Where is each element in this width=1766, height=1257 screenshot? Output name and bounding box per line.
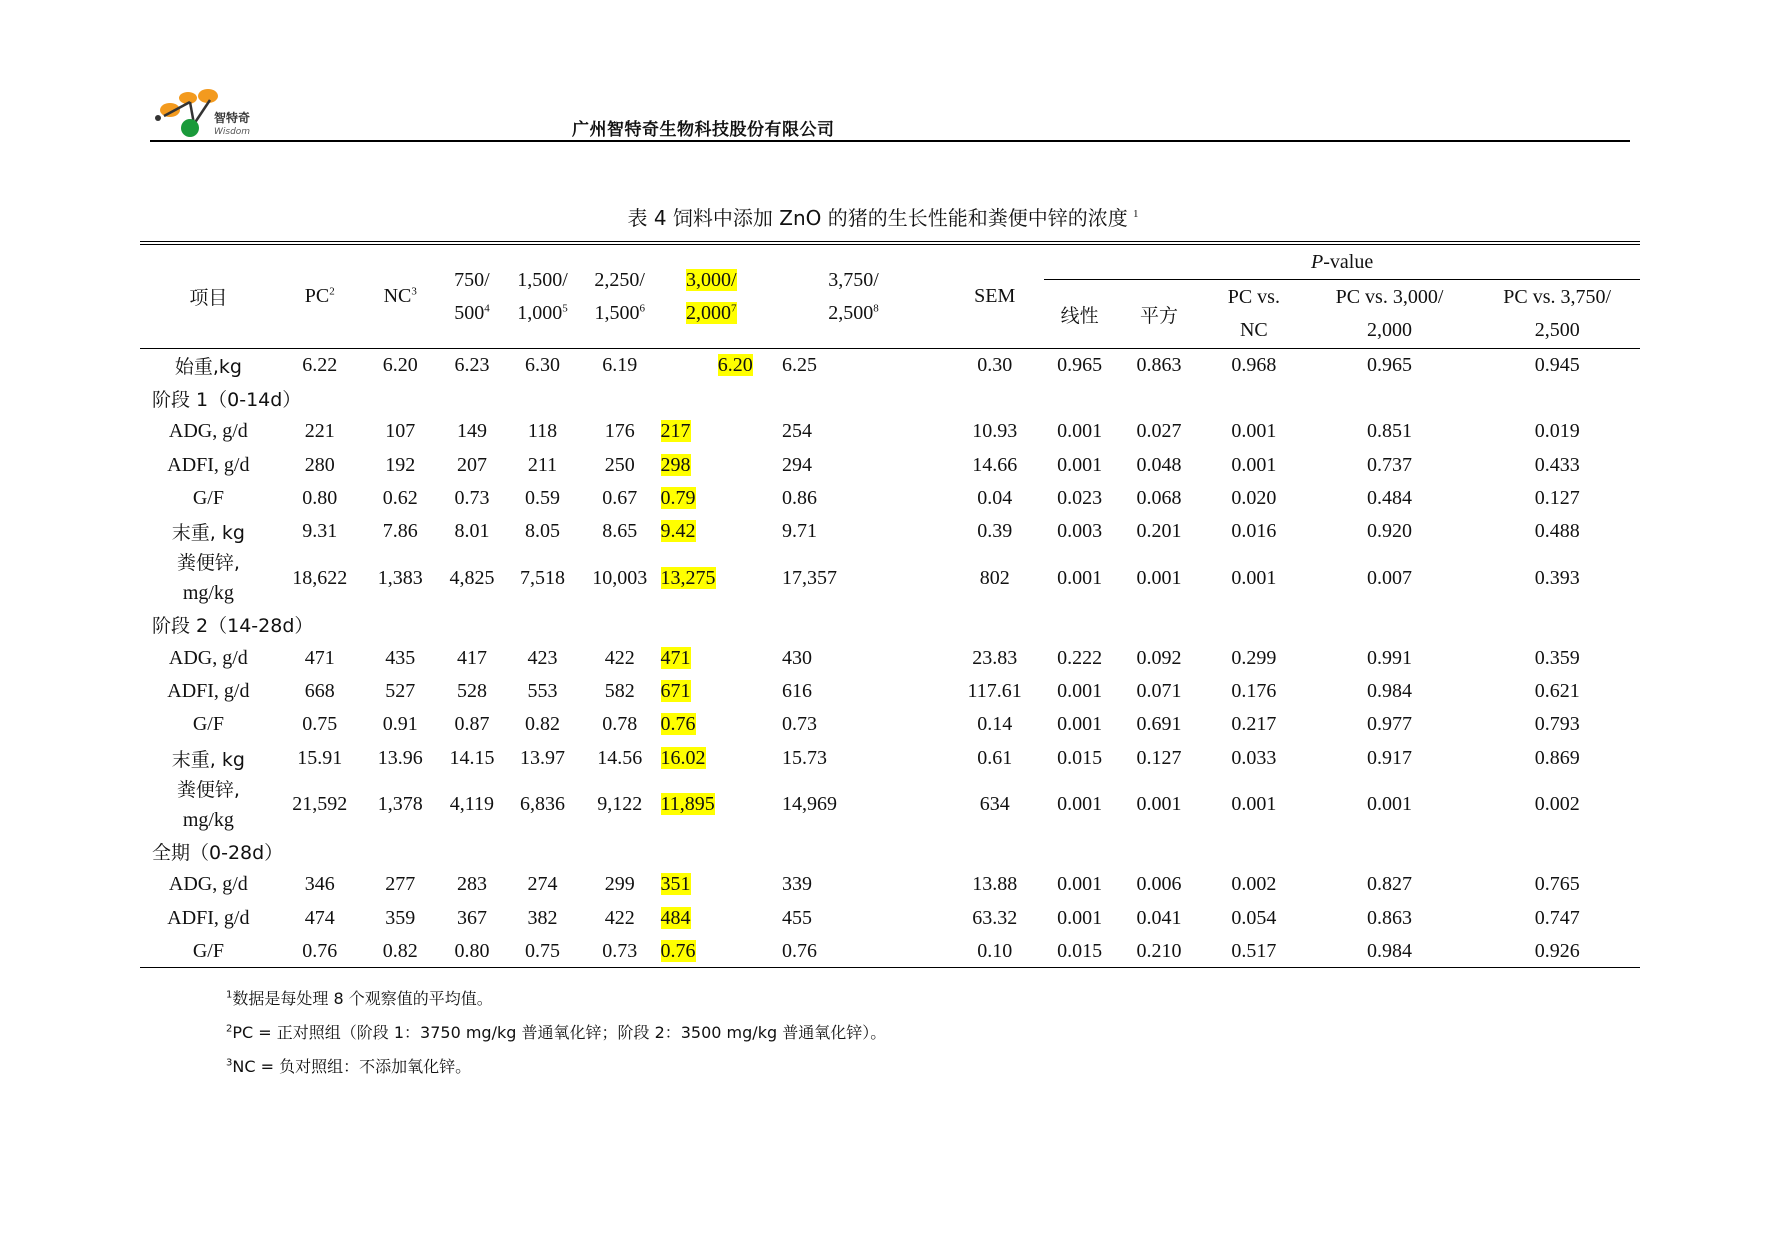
col-750: 750/ $500^4$ bbox=[438, 243, 506, 349]
cell-linear: 0.001 bbox=[1057, 680, 1103, 703]
cell-quadratic: 0.210 bbox=[1136, 939, 1182, 962]
table-row bbox=[140, 901, 1640, 934]
cell-nc: 527 bbox=[385, 680, 416, 703]
cell-nc: 107 bbox=[385, 420, 416, 443]
cell-t3750: 616 bbox=[781, 680, 812, 703]
cell-t3750: 294 bbox=[781, 453, 812, 476]
cell-pc-vs-nc: 0.001 bbox=[1231, 453, 1277, 476]
col-pc-vs-nc: PC vs. NC bbox=[1227, 286, 1280, 341]
row-label: ADFI, g/d bbox=[167, 680, 250, 703]
cell-t3000: 16.02 bbox=[660, 746, 706, 769]
cell-t3750: 254 bbox=[781, 420, 812, 443]
cell-pc-vs-3750: 0.127 bbox=[1534, 486, 1580, 509]
cell-pc-vs-3000: 0.827 bbox=[1367, 873, 1412, 896]
section-row bbox=[140, 835, 1640, 868]
cell-pc-vs-3750: 0.765 bbox=[1534, 873, 1580, 896]
cell-t2250: 0.67 bbox=[602, 486, 638, 509]
cell-t3750: 0.76 bbox=[781, 939, 817, 962]
cell-quadratic: 0.201 bbox=[1136, 520, 1182, 543]
cell-quadratic: 0.041 bbox=[1136, 906, 1182, 929]
cell-pc-vs-nc: 0.016 bbox=[1231, 520, 1277, 543]
col-1500: 1,500/ 1,000$^5$ bbox=[506, 243, 579, 349]
cell-t750: 528 bbox=[456, 680, 487, 703]
row-label: 始重,kg bbox=[174, 355, 242, 378]
section-label: 阶段 1（0-14d） bbox=[152, 388, 302, 411]
cell-pc: 346 bbox=[304, 873, 335, 896]
cell-pc-vs-3000: 0.737 bbox=[1367, 453, 1412, 476]
cell-pc: 471 bbox=[304, 646, 335, 669]
section-row bbox=[140, 382, 1640, 415]
cell-pc-vs-3750: 0.433 bbox=[1534, 453, 1580, 476]
row-label: ADFI, g/d bbox=[167, 453, 250, 476]
cell-quadratic: 0.001 bbox=[1136, 793, 1182, 816]
cell-linear: 0.222 bbox=[1057, 646, 1103, 669]
cell-quadratic: 0.071 bbox=[1136, 680, 1182, 703]
cell-linear: 0.001 bbox=[1057, 566, 1103, 589]
header-row-1 bbox=[140, 243, 1640, 280]
cell-t1500: 7,518 bbox=[520, 566, 566, 589]
cell-pc-vs-3750: 0.926 bbox=[1534, 939, 1580, 962]
cell-t1500: 382 bbox=[527, 906, 558, 929]
cell-t2250: 10,003 bbox=[592, 566, 648, 589]
cell-nc: 13.96 bbox=[377, 746, 423, 769]
cell-pc-vs-nc: 0.968 bbox=[1231, 353, 1277, 376]
footnote-3: $^3$NC = 负对照组：不添加氧化锌。 bbox=[226, 1057, 472, 1076]
table-row bbox=[140, 935, 1640, 968]
cell-pc-vs-nc: 0.001 bbox=[1231, 793, 1277, 816]
cell-linear: 0.003 bbox=[1057, 520, 1103, 543]
cell-quadratic: 0.001 bbox=[1136, 566, 1182, 589]
cell-t750: 6.23 bbox=[454, 353, 490, 376]
cell-t3000: 484 bbox=[660, 906, 691, 929]
cell-t3000: 0.79 bbox=[660, 486, 696, 509]
cell-sem: 13.88 bbox=[972, 873, 1018, 896]
cell-pc-vs-3000: 0.917 bbox=[1367, 746, 1412, 769]
cell-pc-vs-3750: 0.621 bbox=[1534, 680, 1580, 703]
cell-nc: 0.91 bbox=[382, 713, 418, 736]
cell-t2250: 250 bbox=[604, 453, 635, 476]
table-row bbox=[140, 482, 1640, 515]
header-rule bbox=[150, 140, 1630, 142]
cell-t3750: 6.25 bbox=[781, 353, 817, 376]
cell-quadratic: 0.048 bbox=[1136, 453, 1182, 476]
cell-t3000: 671 bbox=[660, 680, 691, 703]
col-3750: 3,750/ 2,500$^8$ bbox=[762, 243, 945, 349]
cell-nc: 6.20 bbox=[382, 353, 418, 376]
col-nc: $NC^3$ bbox=[363, 243, 438, 349]
cell-t750: 149 bbox=[456, 420, 487, 443]
col-quadratic: 平方 bbox=[1139, 304, 1178, 327]
cell-pc-vs-3750: 0.393 bbox=[1534, 566, 1580, 589]
cell-sem: 634 bbox=[979, 793, 1010, 816]
row-label: ADFI, g/d bbox=[167, 906, 250, 929]
cell-pc-vs-nc: 0.001 bbox=[1231, 566, 1277, 589]
cell-sem: 10.93 bbox=[972, 420, 1018, 443]
cell-pc: 9.31 bbox=[302, 520, 338, 543]
cell-t3750: 17,357 bbox=[781, 566, 837, 589]
cell-t1500: 211 bbox=[527, 453, 558, 476]
caption-footnote-ref: 1 bbox=[1133, 208, 1139, 220]
cell-pc-vs-3000: 0.920 bbox=[1367, 520, 1412, 543]
cell-t3000: 6.20 bbox=[717, 353, 753, 376]
col-2250: 2,250/ 1,500$^6$ bbox=[579, 243, 661, 349]
growth-performance-table bbox=[140, 241, 1640, 968]
cell-pc-vs-3000: 0.863 bbox=[1367, 906, 1412, 929]
cell-sem: 0.30 bbox=[977, 353, 1013, 376]
cell-pc-vs-3000: 0.851 bbox=[1367, 420, 1412, 443]
cell-t750: 0.73 bbox=[454, 486, 490, 509]
cell-pc-vs-3000: 0.007 bbox=[1367, 566, 1412, 589]
cell-t750: 367 bbox=[456, 906, 487, 929]
cell-pc-vs-3750: 0.019 bbox=[1534, 420, 1580, 443]
cell-t750: 8.01 bbox=[454, 520, 490, 543]
table-row bbox=[140, 868, 1640, 901]
row-label: 粪便锌, mg/kg bbox=[176, 778, 240, 831]
row-label: ADG, g/d bbox=[168, 873, 248, 896]
cell-t750: 0.87 bbox=[454, 713, 490, 736]
table-caption bbox=[0, 202, 1766, 231]
table-row bbox=[140, 675, 1640, 708]
cell-sem: 0.39 bbox=[977, 520, 1013, 543]
cell-linear: 0.001 bbox=[1057, 713, 1103, 736]
cell-t3000: 11,895 bbox=[660, 793, 715, 816]
cell-pc: 474 bbox=[304, 906, 335, 929]
cell-t2250: 582 bbox=[604, 680, 635, 703]
cell-t1500: 553 bbox=[527, 680, 558, 703]
cell-sem: 0.04 bbox=[977, 486, 1013, 509]
cell-pc: 18,622 bbox=[292, 566, 348, 589]
cell-quadratic: 0.092 bbox=[1136, 646, 1182, 669]
footnotes bbox=[226, 982, 886, 1084]
cell-pc-vs-3750: 0.002 bbox=[1534, 793, 1580, 816]
table-row bbox=[140, 515, 1640, 548]
cell-t3750: 339 bbox=[781, 873, 812, 896]
cell-t3000: 0.76 bbox=[660, 713, 696, 736]
col-pc-vs-3000: PC vs. 3,000/ 2,000 bbox=[1335, 286, 1444, 341]
section-label: 阶段 2（14-28d） bbox=[152, 615, 314, 638]
cell-t1500: 274 bbox=[527, 873, 558, 896]
cell-nc: 277 bbox=[385, 873, 416, 896]
cell-quadratic: 0.691 bbox=[1136, 713, 1182, 736]
cell-pc-vs-3000: 0.484 bbox=[1367, 486, 1412, 509]
cell-linear: 0.001 bbox=[1057, 906, 1103, 929]
col-pvalue-group: P-value bbox=[1044, 243, 1640, 280]
table-row bbox=[140, 415, 1640, 448]
cell-linear: 0.001 bbox=[1057, 453, 1103, 476]
cell-sem: 117.61 bbox=[967, 680, 1022, 703]
cell-t3750: 14,969 bbox=[781, 793, 837, 816]
cell-t750: 417 bbox=[456, 646, 487, 669]
cell-sem: 0.14 bbox=[977, 713, 1013, 736]
section-label: 全期（0-28d） bbox=[152, 841, 284, 864]
cell-pc-vs-nc: 0.176 bbox=[1231, 680, 1277, 703]
cell-t2250: 299 bbox=[604, 873, 635, 896]
company-name: 广州智特奇生物科技股份有限公司 bbox=[572, 120, 835, 140]
logo-text: 智特奇 bbox=[214, 111, 251, 125]
cell-pc: 0.80 bbox=[302, 486, 338, 509]
cell-nc: 359 bbox=[385, 906, 416, 929]
cell-sem: 802 bbox=[979, 566, 1010, 589]
row-label: 末重, kg bbox=[171, 522, 245, 545]
cell-nc: 1,378 bbox=[377, 793, 423, 816]
table-row bbox=[140, 548, 1640, 608]
cell-pc-vs-3750: 0.793 bbox=[1534, 713, 1580, 736]
cell-t3750: 15.73 bbox=[781, 746, 827, 769]
cell-pc: 6.22 bbox=[302, 353, 338, 376]
cell-pc-vs-nc: 0.020 bbox=[1231, 486, 1277, 509]
cell-pc-vs-nc: 0.217 bbox=[1231, 713, 1277, 736]
row-label: ADG, g/d bbox=[168, 420, 248, 443]
cell-t2250: 0.78 bbox=[602, 713, 638, 736]
table-row bbox=[140, 708, 1640, 741]
table-row bbox=[140, 775, 1640, 835]
cell-t1500: 0.75 bbox=[525, 939, 561, 962]
cell-pc-vs-3750: 0.359 bbox=[1534, 646, 1580, 669]
cell-pc-vs-3750: 0.488 bbox=[1534, 520, 1580, 543]
cell-pc-vs-3000: 0.001 bbox=[1367, 793, 1412, 816]
row-label: G/F bbox=[192, 486, 224, 509]
cell-t2250: 422 bbox=[604, 906, 635, 929]
cell-t2250: 422 bbox=[604, 646, 635, 669]
cell-t750: 0.80 bbox=[454, 939, 490, 962]
col-3000: 3,000/ 2,000$^7$ bbox=[661, 243, 762, 349]
cell-pc: 668 bbox=[304, 680, 335, 703]
col-linear: 线性 bbox=[1060, 304, 1099, 327]
cell-nc: 7.86 bbox=[382, 520, 418, 543]
table-row bbox=[140, 448, 1640, 481]
cell-sem: 14.66 bbox=[972, 453, 1018, 476]
cell-linear: 0.023 bbox=[1057, 486, 1103, 509]
cell-t2250: 176 bbox=[604, 420, 635, 443]
company-logo bbox=[150, 88, 260, 140]
cell-pc-vs-nc: 0.002 bbox=[1231, 873, 1277, 896]
cell-pc-vs-3750: 0.945 bbox=[1534, 353, 1580, 376]
cell-t2250: 6.19 bbox=[602, 353, 638, 376]
cell-t3750: 0.86 bbox=[781, 486, 817, 509]
cell-t750: 4,825 bbox=[449, 566, 495, 589]
row-label: 末重, kg bbox=[171, 748, 245, 771]
cell-pc: 15.91 bbox=[297, 746, 343, 769]
cell-t750: 4,119 bbox=[449, 793, 495, 816]
row-label: G/F bbox=[192, 713, 224, 736]
cell-pc-vs-3000: 0.965 bbox=[1367, 353, 1412, 376]
cell-pc-vs-nc: 0.054 bbox=[1231, 906, 1277, 929]
cell-pc-vs-3000: 0.984 bbox=[1367, 939, 1412, 962]
cell-linear: 0.965 bbox=[1057, 353, 1103, 376]
cell-t1500: 423 bbox=[527, 646, 558, 669]
cell-sem: 0.10 bbox=[977, 939, 1013, 962]
cell-quadratic: 0.863 bbox=[1136, 353, 1182, 376]
cell-t3750: 9.71 bbox=[781, 520, 817, 543]
row-label: 粪便锌, mg/kg bbox=[176, 552, 240, 605]
cell-pc: 0.75 bbox=[302, 713, 338, 736]
footnote-1: $^1$数据是每处理 8 个观察值的平均值。 bbox=[226, 989, 493, 1008]
cell-nc: 192 bbox=[385, 453, 416, 476]
cell-t1500: 6,836 bbox=[520, 793, 566, 816]
cell-t3750: 430 bbox=[781, 646, 812, 669]
cell-pc: 280 bbox=[304, 453, 335, 476]
cell-t3750: 0.73 bbox=[781, 713, 817, 736]
cell-t1500: 118 bbox=[527, 420, 558, 443]
col-pc: $PC^2$ bbox=[277, 243, 363, 349]
col-sem: SEM bbox=[945, 243, 1044, 349]
cell-quadratic: 0.068 bbox=[1136, 486, 1182, 509]
col-item: 项目 bbox=[140, 243, 277, 349]
cell-sem: 23.83 bbox=[972, 646, 1018, 669]
cell-t3750: 455 bbox=[781, 906, 812, 929]
cell-t3000: 351 bbox=[660, 873, 691, 896]
cell-t2250: 0.73 bbox=[602, 939, 638, 962]
cell-t3000: 13,275 bbox=[660, 566, 716, 589]
footnote-2: $^2$PC = 正对照组（阶段 1：3750 mg/kg 普通氧化锌；阶段 2：3500 mg/kg 普通氧化锌）。 bbox=[226, 1023, 887, 1042]
cell-pc-vs-nc: 0.033 bbox=[1231, 746, 1277, 769]
cell-pc-vs-3000: 0.977 bbox=[1367, 713, 1412, 736]
row-label: ADG, g/d bbox=[168, 646, 248, 669]
table-row bbox=[140, 349, 1640, 382]
caption-text: 表 4 饲料中添加 ZnO 的猪的生长性能和粪便中锌的浓度 bbox=[627, 206, 1128, 230]
cell-nc: 1,383 bbox=[377, 566, 423, 589]
cell-sem: 63.32 bbox=[972, 906, 1018, 929]
cell-t750: 207 bbox=[456, 453, 487, 476]
cell-linear: 0.001 bbox=[1057, 793, 1103, 816]
cell-t1500: 0.82 bbox=[525, 713, 561, 736]
cell-pc-vs-3000: 0.984 bbox=[1367, 680, 1412, 703]
cell-t3000: 9.42 bbox=[660, 520, 696, 543]
col-pc-vs-3750: PC vs. 3,750/ 2,500 bbox=[1503, 286, 1612, 341]
cell-linear: 0.001 bbox=[1057, 873, 1103, 896]
cell-pc: 0.76 bbox=[302, 939, 338, 962]
cell-linear: 0.001 bbox=[1057, 420, 1103, 443]
cell-t2250: 8.65 bbox=[602, 520, 638, 543]
section-row bbox=[140, 608, 1640, 641]
cell-t1500: 0.59 bbox=[525, 486, 561, 509]
cell-linear: 0.015 bbox=[1057, 939, 1103, 962]
cell-sem: 0.61 bbox=[977, 746, 1013, 769]
cell-pc-vs-nc: 0.299 bbox=[1231, 646, 1277, 669]
row-label: G/F bbox=[192, 939, 224, 962]
cell-t1500: 6.30 bbox=[525, 353, 561, 376]
cell-pc: 221 bbox=[304, 420, 335, 443]
cell-pc-vs-3000: 0.991 bbox=[1367, 646, 1412, 669]
cell-t3000: 471 bbox=[660, 646, 691, 669]
cell-pc-vs-nc: 0.001 bbox=[1231, 420, 1277, 443]
cell-nc: 0.62 bbox=[382, 486, 418, 509]
cell-t3000: 298 bbox=[660, 453, 691, 476]
table-row bbox=[140, 642, 1640, 675]
cell-pc-vs-3750: 0.747 bbox=[1534, 906, 1580, 929]
table-body bbox=[140, 349, 1640, 968]
cell-linear: 0.015 bbox=[1057, 746, 1103, 769]
cell-nc: 435 bbox=[385, 646, 416, 669]
cell-quadratic: 0.027 bbox=[1136, 420, 1182, 443]
cell-t750: 283 bbox=[456, 873, 487, 896]
cell-t1500: 13.97 bbox=[520, 746, 566, 769]
cell-t1500: 8.05 bbox=[525, 520, 561, 543]
cell-pc: 21,592 bbox=[292, 793, 348, 816]
logo-subtext: Wisdom bbox=[214, 127, 251, 137]
cell-pc-vs-3750: 0.869 bbox=[1534, 746, 1580, 769]
cell-t2250: 9,122 bbox=[597, 793, 643, 816]
cell-t2250: 14.56 bbox=[597, 746, 643, 769]
cell-quadratic: 0.127 bbox=[1136, 746, 1182, 769]
cell-t3000: 0.76 bbox=[660, 939, 696, 962]
cell-t750: 14.15 bbox=[449, 746, 495, 769]
cell-t3000: 217 bbox=[660, 420, 691, 443]
table-row bbox=[140, 741, 1640, 774]
cell-nc: 0.82 bbox=[382, 939, 418, 962]
cell-pc-vs-nc: 0.517 bbox=[1231, 939, 1277, 962]
cell-quadratic: 0.006 bbox=[1136, 873, 1182, 896]
